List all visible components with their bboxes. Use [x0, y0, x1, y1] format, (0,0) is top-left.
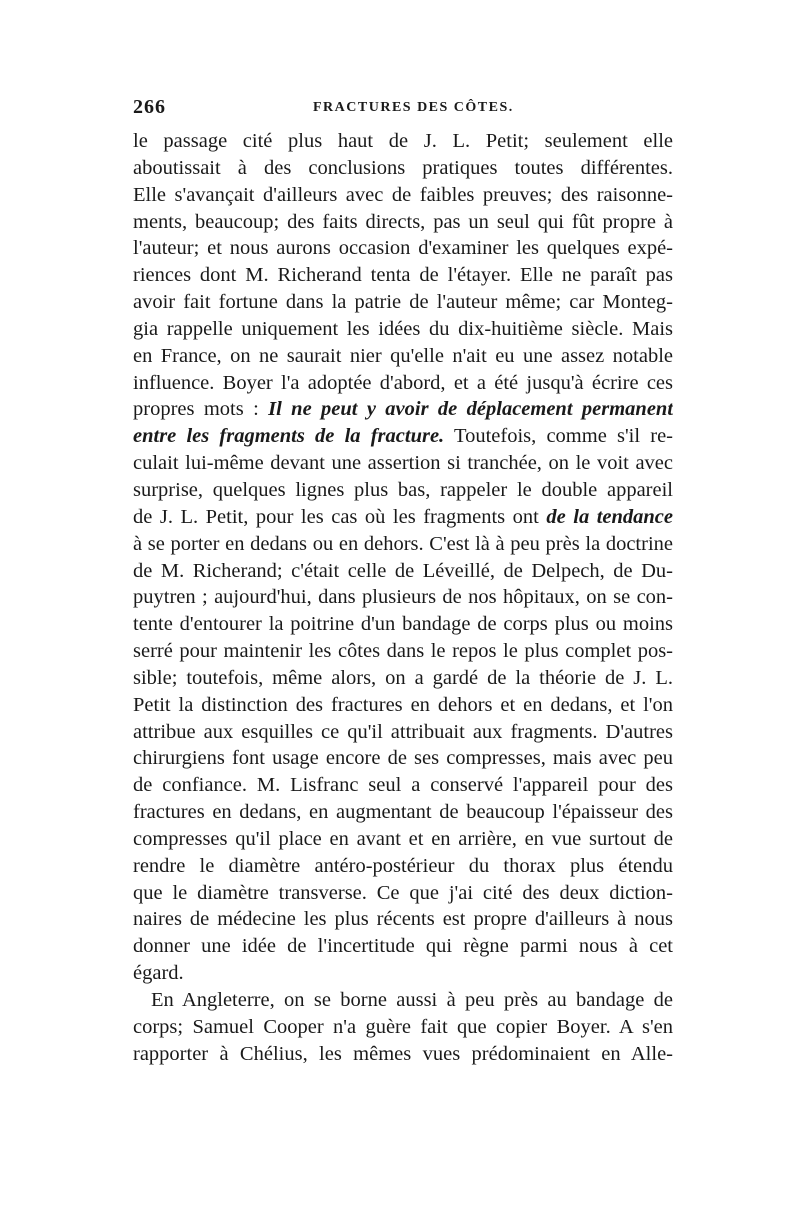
text-line: ments, beaucoup; des faits directs, pas un seul qui fût propre à: [133, 210, 673, 233]
text-line: influence. Boyer l'a adoptée d'abord, et a été jusqu'à écrire ces: [133, 371, 673, 394]
text-line: égard.: [133, 962, 184, 985]
italic-phrase: de la tendance: [546, 505, 673, 528]
italic-phrase: entre les fragments de la fracture.: [133, 425, 445, 448]
text-segment: propres mots :: [133, 398, 269, 421]
text-line: rapporter à Chélius, les mêmes vues prédominaient en Alle-: [133, 1042, 673, 1065]
text-line: tente d'entourer la poitrine d'un bandage de corps plus ou moins: [133, 613, 673, 636]
text-line: Petit la distinction des fractures en dehors et en dedans, et l'on: [133, 693, 673, 716]
text-line: [133, 504, 673, 531]
text-line: en France, on ne saurait nier qu'elle n'ait eu une assez notable: [133, 344, 673, 367]
text-line: à se porter en dedans ou en dehors. C'est là à peu près la doctrine: [133, 532, 673, 555]
text-line: gia rappelle uniquement les idées du dix-huitième siècle. Mais: [133, 317, 673, 340]
text-line: de M. Richerand; c'était celle de Léveillé, de Delpech, de Du-: [133, 559, 673, 582]
text-line: corps; Samuel Cooper n'a guère fait que copier Boyer. A s'en: [133, 1015, 673, 1038]
text-line: aboutissait à des conclusions pratiques toutes différentes.: [133, 156, 673, 179]
text-line: serré pour maintenir les côtes dans le repos le plus complet pos-: [133, 640, 673, 663]
text-line: sible; toutefois, même alors, on a gardé de la théorie de J. L.: [133, 666, 673, 689]
text-line: avoir fait fortune dans la patrie de l'auteur même; car Monteg-: [133, 291, 673, 314]
text-line: surprise, quelques lignes plus bas, rappeler le double appareil: [133, 478, 673, 501]
text-line: puytren ; aujourd'hui, dans plusieurs de nos hôpitaux, on se con-: [133, 586, 673, 609]
text-line: culait lui-même devant une assertion si tranchée, on le voit avec: [133, 452, 673, 475]
text-line: chirurgiens font usage encore de ses compresses, mais avec peu: [133, 747, 673, 770]
text-line: [133, 423, 673, 450]
page-number: 266: [133, 96, 166, 118]
text-line: que le diamètre transverse. Ce que j'ai cité des deux diction-: [133, 881, 673, 904]
text-line: rendre le diamètre antéro-postérieur du thorax plus étendu: [133, 854, 673, 877]
text-line: donner une idée de l'incertitude qui règne parmi nous à cet: [133, 935, 673, 958]
text-line: Elle s'avançait d'ailleurs avec de faibles preuves; des raisonne-: [133, 183, 673, 206]
text-line: fractures en dedans, en augmentant de beaucoup l'épaisseur des: [133, 801, 673, 824]
text-line: naires de médecine les plus récents est propre d'ailleurs à nous: [133, 908, 673, 931]
italic-phrase: Il ne peut y avoir de déplacement permanent: [268, 398, 673, 421]
text-segment: de J. L. Petit, pour les cas où les fragments ont: [133, 505, 547, 528]
body-text: [133, 128, 673, 1068]
text-line: En Angleterre, on se borne aussi à peu près au bandage de: [151, 989, 673, 1011]
text-line: l'auteur; et nous aurons occasion d'examiner les quelques expé-: [133, 237, 673, 260]
text-line: riences dont M. Richerand tenta de l'étayer. Elle ne paraît pas: [133, 264, 673, 287]
text-line: compresses qu'il place en avant et en arrière, en vue surtout de: [133, 827, 673, 850]
text-line: de confiance. M. Lisfranc seul a conservé l'appareil pour des: [133, 774, 673, 797]
text-line: attribue aux esquilles ce qu'il attribuait aux fragments. D'autres: [133, 720, 673, 743]
running-head: [133, 96, 673, 120]
text-segment: Toutefois, comme s'il re-: [444, 425, 673, 448]
text-line: le passage cité plus haut de J. L. Petit; seulement elle: [133, 130, 673, 152]
running-title: FRACTURES DES CÔTES.: [313, 100, 514, 115]
text-line: [133, 396, 673, 423]
